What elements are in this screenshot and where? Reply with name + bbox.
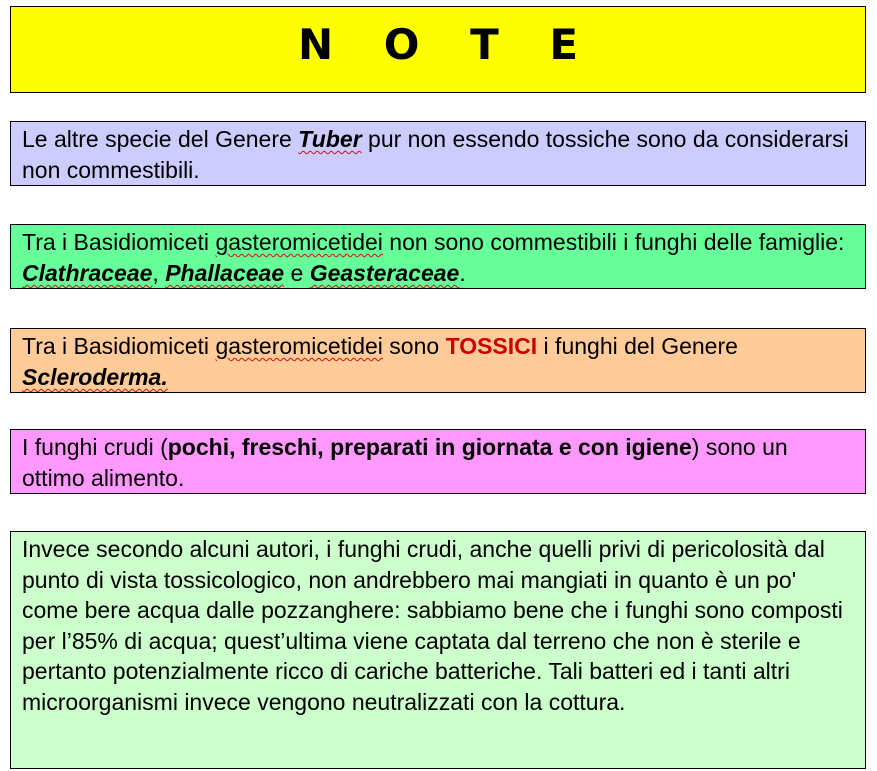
note-text: sono <box>382 333 446 359</box>
note-text: pur non essendo tossiche sono da considerarsi non commestibili. <box>22 126 849 183</box>
emphasis-text: pochi, freschi, preparati in giornata e con igiene <box>167 434 692 460</box>
separator: e <box>284 260 310 286</box>
period: . <box>459 260 466 286</box>
note-raw-mushrooms-caution <box>10 531 866 769</box>
note-gasteromycetes-inedible <box>10 224 866 289</box>
taxon-term: gasteromicetidei <box>215 229 383 255</box>
title-banner <box>10 6 866 93</box>
note-text: non sono commestibili i funghi delle famiglie: <box>382 229 845 255</box>
note-text: I funghi crudi ( <box>22 434 168 460</box>
family-name: Clathraceae <box>22 260 153 286</box>
family-name: Phallaceae <box>165 260 285 286</box>
taxon-term: gasteromicetidei <box>215 333 383 359</box>
genus-name: Scleroderma. <box>22 364 168 390</box>
note-scleroderma-toxic <box>10 328 866 393</box>
page-title: N O T E <box>297 20 597 69</box>
note-text: Tra i Basidiomiceti <box>22 333 216 359</box>
note-tuber <box>10 121 866 186</box>
note-text: ) sono un ottimo alimento. <box>22 434 788 491</box>
note-text: Le altre specie del Genere <box>22 126 299 152</box>
genus-name: Tuber <box>298 126 362 152</box>
note-text: i funghi del Genere <box>537 333 738 359</box>
note-raw-mushrooms <box>10 429 866 494</box>
family-name: Geasteraceae <box>309 260 460 286</box>
note-text: Invece secondo alcuni autori, i funghi crudi, anche quelli privi di pericolosità dal punto di vista tossicologico, non andrebbero mai mangiati in quanto è un po' come bere acqua dalle pozzanghere: sabbiamo bene che i funghi sono composti per l’85% di acqua; quest’ultima viene captata dal terreno che non è sterile e pertanto potenzialmente ricco di cariche batteriche. Tali batteri ed i tanti altri microorganismi invece vengono neutralizzati con la cottura. <box>22 536 843 715</box>
toxic-warning: TOSSICI <box>445 333 538 359</box>
separator: , <box>152 260 166 286</box>
note-text: Tra i Basidiomiceti <box>22 229 216 255</box>
